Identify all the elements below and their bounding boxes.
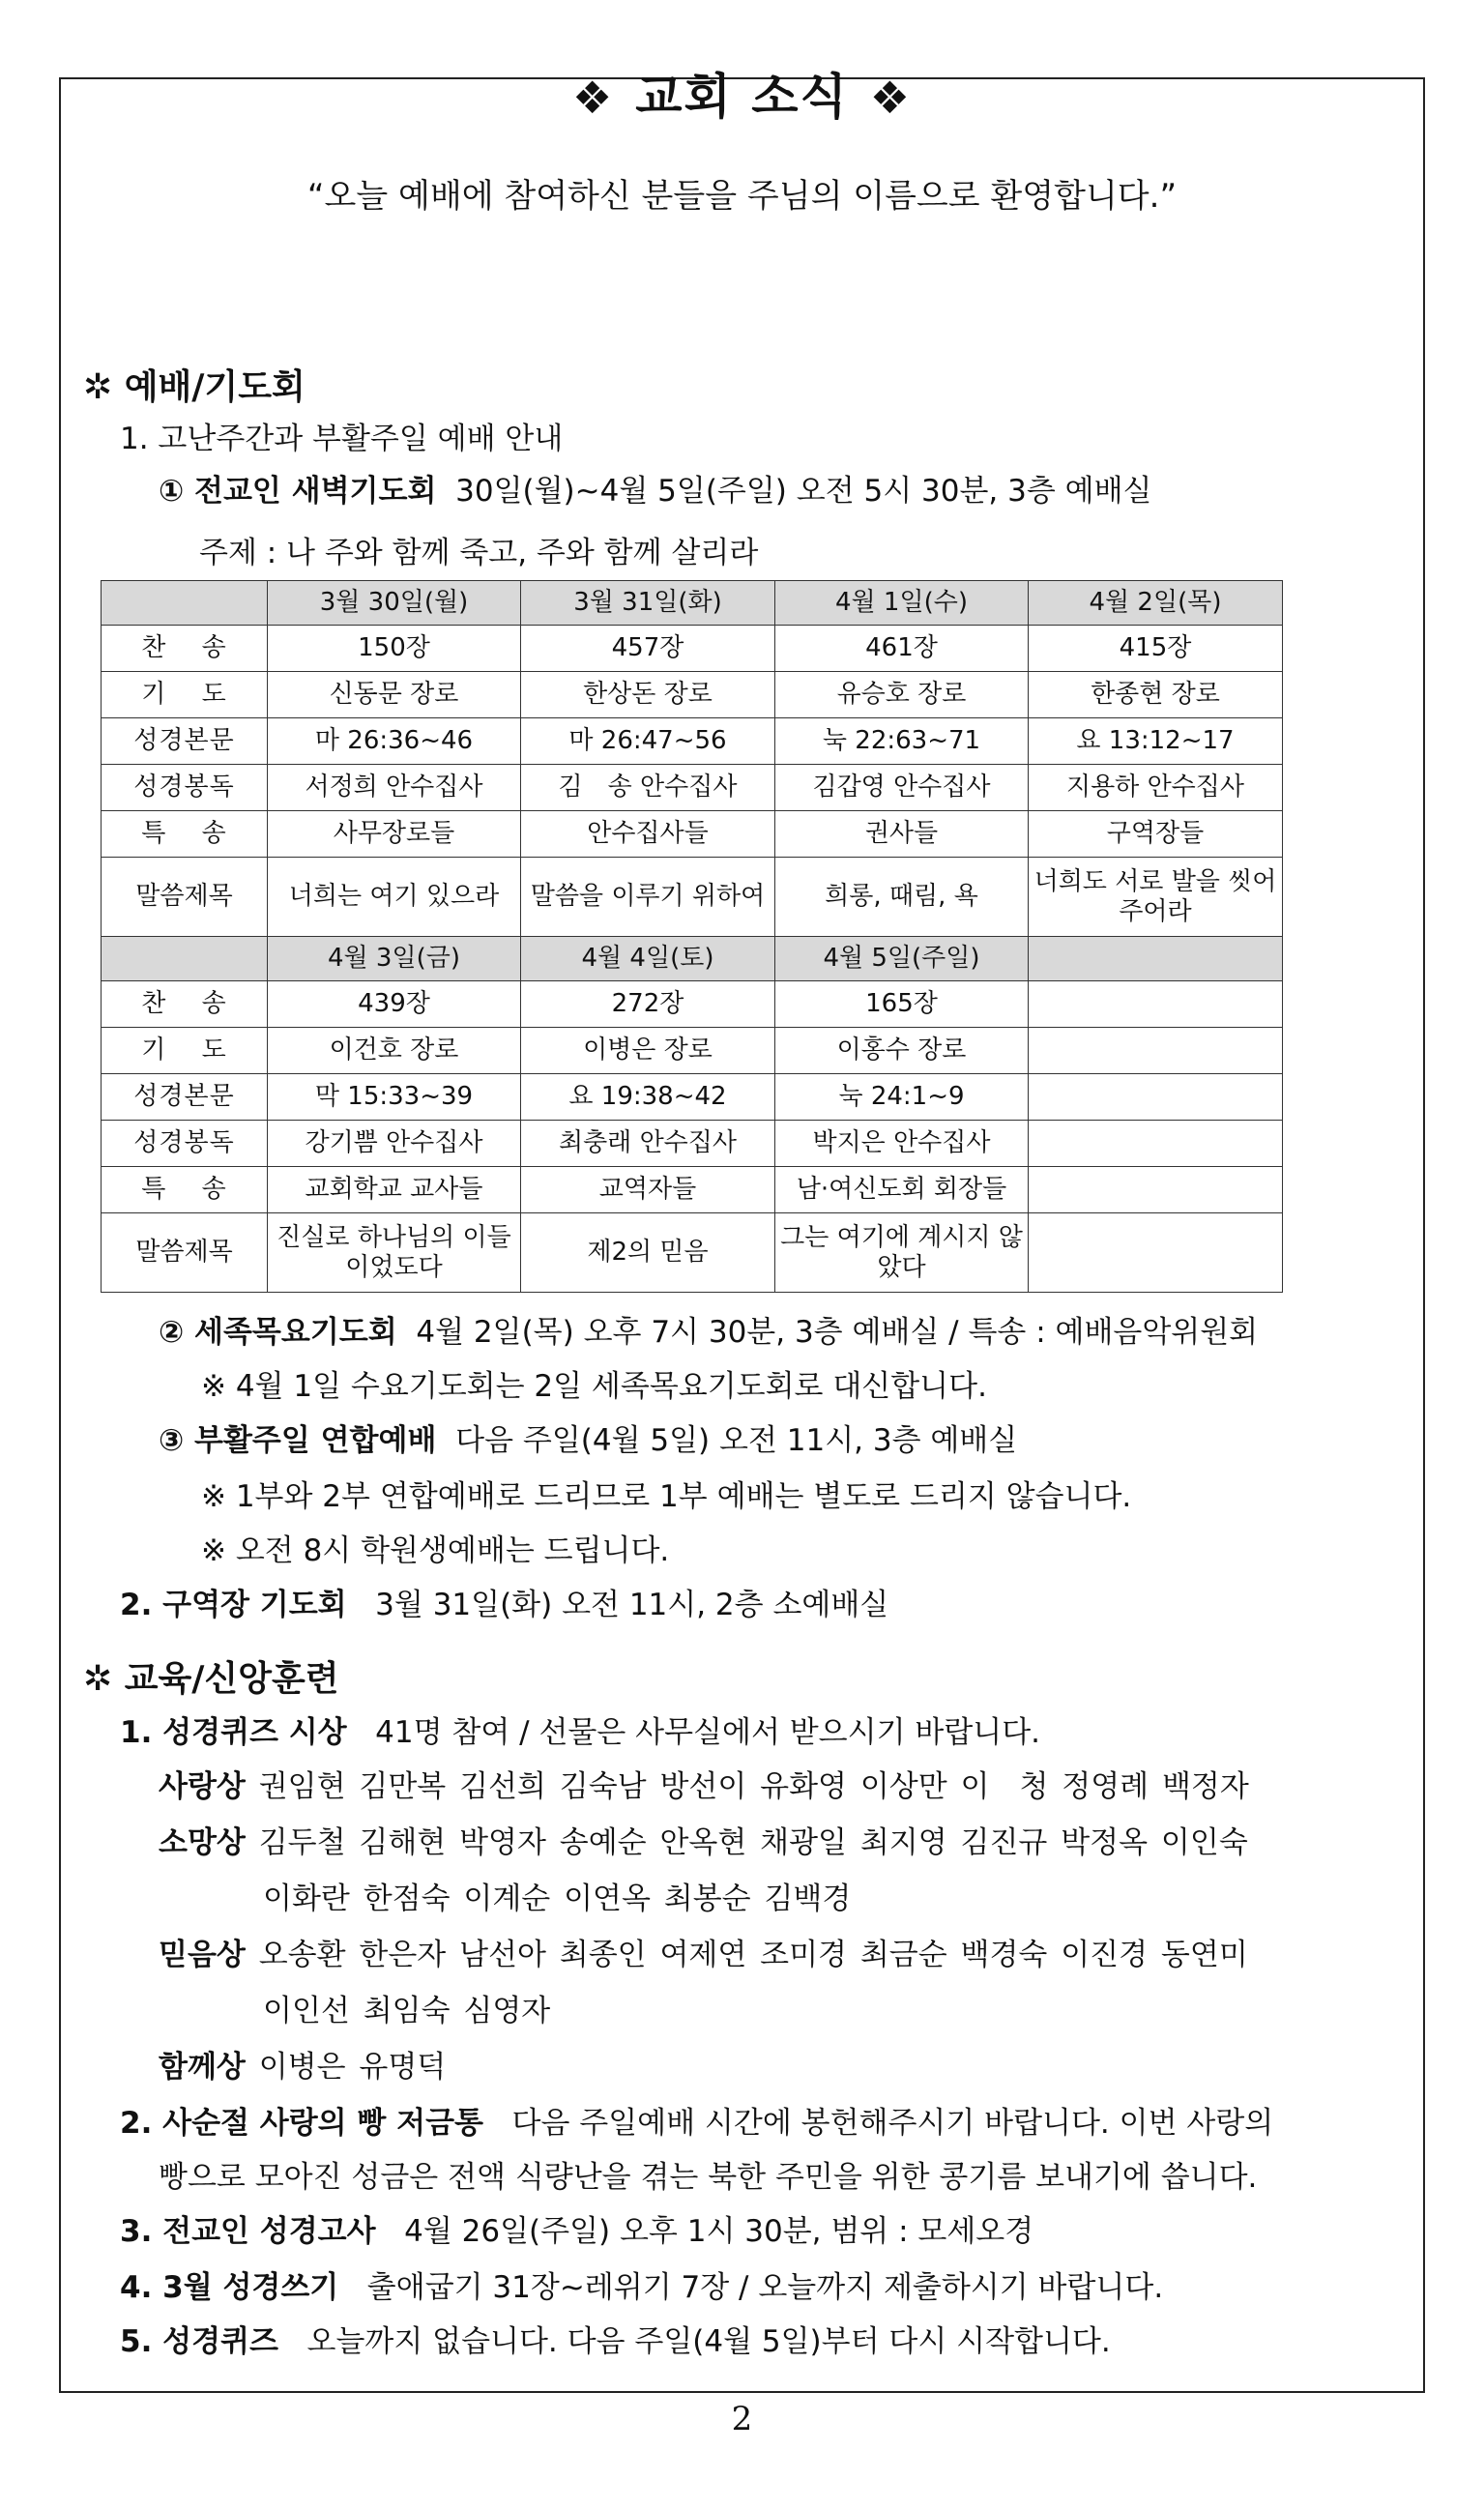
table-row: 성경봉독 서정희 안수집사 김 송 안수집사 김갑영 안수집사 지용하 안수집사 bbox=[102, 765, 1283, 811]
asterisk-icon: ✲ bbox=[83, 1659, 113, 1699]
foot-washing-note: ※ 4월 1일 수요기도회는 2일 세족목요기도회로 대신합니다. bbox=[201, 1369, 987, 1404]
table-row: 기 도 이건호 장로 이병은 장로 이홍수 장로 bbox=[102, 1028, 1283, 1074]
table-row: 특 송 사무장로들 안수집사들 권사들 구역장들 bbox=[102, 811, 1283, 858]
love-award-line: 사랑상 권임현 김만복 김선희 김숙남 방선이 유화영 이상만 이 청 정영례 백정자 bbox=[159, 1769, 1249, 1804]
easter-note-2: ※ 오전 8시 학원생예배는 드립니다. bbox=[201, 1533, 670, 1568]
table-row: 찬 송 150장 457장 461장 415장 bbox=[102, 626, 1283, 672]
table-header-row: 3월 30일(월) 3월 31일(화) 4월 1일(수) 4월 2일(목) bbox=[102, 581, 1283, 626]
table-row: 성경본문 마 26:36~46 마 26:47~56 눅 22:63~71 요 13:12~17 bbox=[102, 718, 1283, 765]
easter-note-1: ※ 1부와 2부 연합예배로 드리므로 1부 예배는 별도로 드리지 않습니다. bbox=[201, 1479, 1132, 1514]
cell-leader-prayer-line: 2. 구역장 기도회 3월 31일(화) 오전 11시, 2층 소예배실 bbox=[120, 1588, 889, 1622]
table-row: 성경봉독 강기쁨 안수집사 최충래 안수집사 박지은 안수집사 bbox=[102, 1121, 1283, 1167]
together-award-line: 함께상 이병은 유명덕 bbox=[159, 2050, 447, 2085]
dawn-prayer-line: ① 전교인 새벽기도회 30일(월)~4월 5일(주일) 오전 5시 30분, 3층 예배실 bbox=[159, 474, 1152, 509]
bible-quiz-award-line: 1. 성경퀴즈 시상 41명 참여 / 선물은 사무실에서 받으시기 바랍니다. bbox=[120, 1715, 1041, 1750]
diamond-ornament-icon: ❖ bbox=[869, 72, 913, 124]
bible-exam-line: 3. 전교인 성경고사 4월 26일(주일) 오후 1시 30분, 범위 : 모세오경 bbox=[120, 2214, 1034, 2249]
worship-item-1: 1. 고난주간과 부활주일 예배 안내 bbox=[120, 422, 564, 456]
page-title bbox=[0, 58, 1484, 128]
easter-service-line: ③ 부활주일 연합예배 다음 주일(4월 5일) 오전 11시, 3층 예배실 bbox=[159, 1423, 1018, 1458]
hope-award-line: 소망상 김두철 김해현 박영자 송예순 안옥현 채광일 최지영 김진규 박정옥 이인숙 bbox=[159, 1825, 1248, 1860]
bible-copy-line: 4. 3월 성경쓰기 출애굽기 31장~레위기 7장 / 오늘까지 제출하시기 바랍니다. bbox=[120, 2270, 1164, 2305]
asterisk-icon: ✲ bbox=[83, 367, 113, 407]
faith-award-line: 믿음상 오송환 한은자 남선아 최종인 여제연 조미경 최금순 백경숙 이진경 동연미 bbox=[159, 1938, 1248, 1972]
table-row: 특 송 교회학교 교사들 교역자들 남·여신도회 회장들 bbox=[102, 1167, 1283, 1213]
faith-award-line-2: 이인선 최임숙 심영자 bbox=[263, 1994, 551, 2028]
prayer-schedule-table bbox=[101, 580, 1283, 1293]
foot-washing-prayer-line: ② 세족목요기도회 4월 2일(목) 오후 7시 30분, 3층 예배실 / 특송 : 예배음악위원회 bbox=[159, 1315, 1259, 1350]
table-row-sermon: 말씀제목 너희는 여기 있으라 말씀을 이루기 위하여 희롱, 때림, 욕 너희도 서로 발을 씻어 주어라 bbox=[102, 858, 1283, 937]
title-text: 교회 소식 bbox=[635, 69, 849, 125]
bible-quiz-line: 5. 성경퀴즈 오늘까지 없습니다. 다음 주일(4월 5일)부터 다시 시작합니다. bbox=[120, 2324, 1111, 2359]
table-row-sermon: 말씀제목 진실로 하나님의 이들이었도다 제2의 믿음 그는 여기에 계시지 않았다 bbox=[102, 1213, 1283, 1293]
section-heading-education: ✲ 교육/신앙훈련 bbox=[83, 1659, 339, 1699]
table-row: 찬 송 439장 272장 165장 bbox=[102, 981, 1283, 1028]
hope-award-line-2: 이화란 한점숙 이계순 이연옥 최봉순 김백경 bbox=[263, 1882, 852, 1916]
table-row: 성경본문 막 15:33~39 요 19:38~42 눅 24:1~9 bbox=[102, 1074, 1283, 1121]
page-number: 2 bbox=[731, 2400, 753, 2438]
lent-bread-bank-line-2: 빵으로 모아진 성금은 전액 식량난을 겪는 북한 주민을 위한 콩기름 보내기에 씁니다. bbox=[159, 2160, 1258, 2195]
welcome-message: “오늘 예배에 참여하신 분들을 주님의 이름으로 환영합니다.” bbox=[306, 177, 1178, 216]
section-heading-worship: ✲ 예배/기도회 bbox=[83, 367, 306, 407]
table-row: 기 도 신동문 장로 한상돈 장로 유승호 장로 한종현 장로 bbox=[102, 672, 1283, 718]
lent-bread-bank-line: 2. 사순절 사랑의 빵 저금통 다음 주일예배 시간에 봉헌해주시기 바랍니다. 이번 사랑의 bbox=[120, 2106, 1274, 2141]
table-header-row: 4월 3일(금) 4월 4일(토) 4월 5일(주일) bbox=[102, 937, 1283, 981]
dawn-prayer-theme: 주제 : 나 주와 함께 죽고, 주와 함께 살리라 bbox=[199, 536, 759, 570]
diamond-ornament-icon: ❖ bbox=[571, 72, 615, 124]
